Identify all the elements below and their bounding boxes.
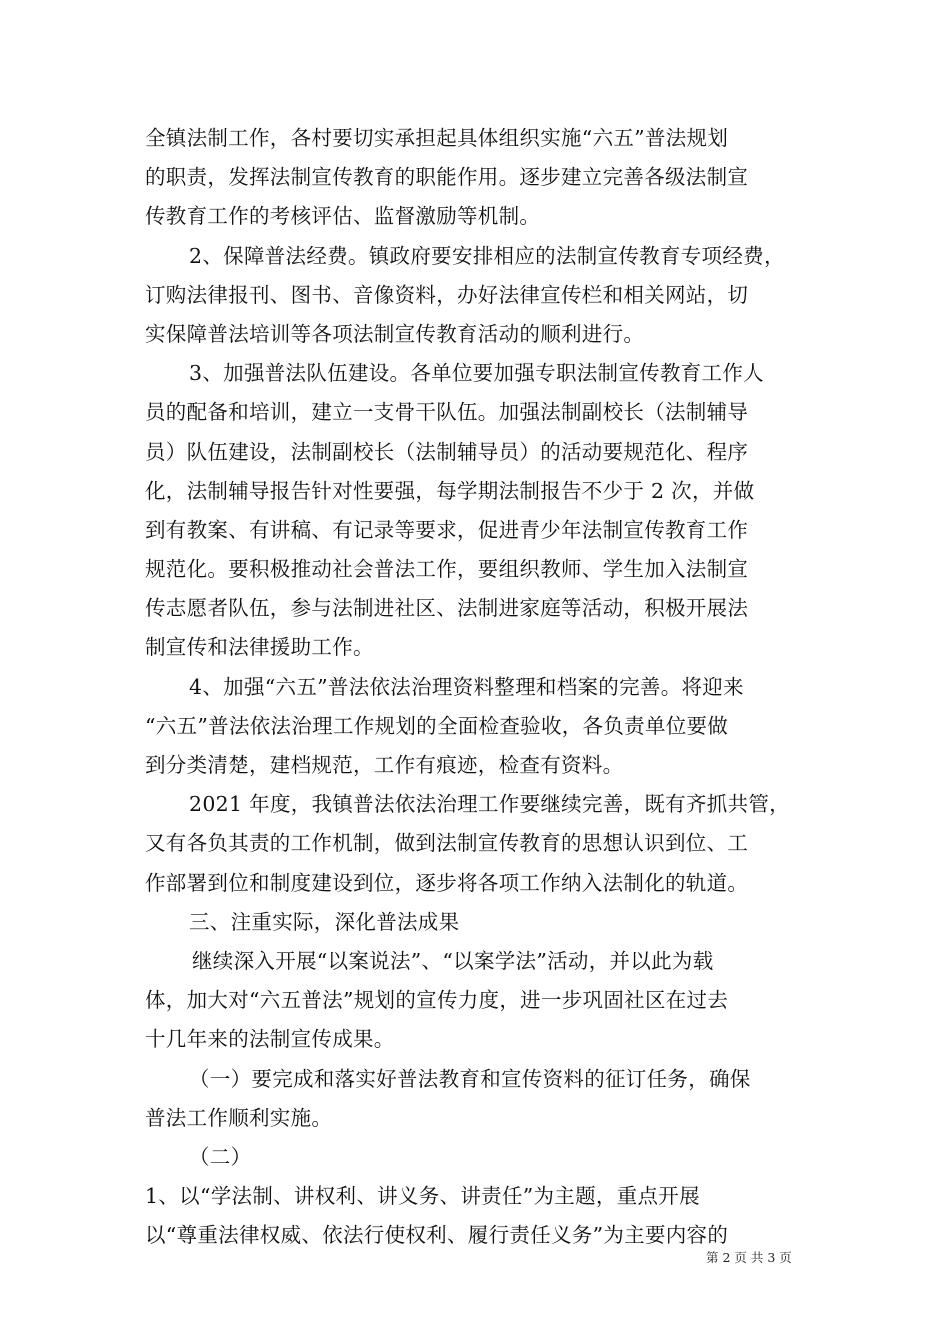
text-line: 员）队伍建设，法制副校长（法制辅导员）的活动要规范化、程序 (145, 439, 749, 464)
text-line: 1、以“学法制、讲权利、讲义务、讲责任”为主题，重点开展 (145, 1184, 700, 1209)
text-line: 制宣传和法律援助工作。 (145, 635, 374, 660)
text-line: 实保障普法培训等各项法制宣传教育活动的顺利进行。 (145, 321, 645, 346)
subsection-heading: （二） (189, 1144, 252, 1169)
text-line: 继续深入开展“以案说法”、“以案学法”活动，并以此为载 (192, 948, 714, 973)
text-line: 到分类清楚，建档规范，工作有痕迹，检查有资料。 (145, 753, 624, 777)
text-line: 以“尊重法律权威、依法行使权利、履行责任义务”为主要内容的 (145, 1223, 729, 1248)
document-body (145, 119, 820, 1255)
text-line: 普法工作顺利实施。 (145, 1105, 333, 1130)
text-line: 全镇法制工作，各村要切实承担起具体组织实施“六五”普法规划 (145, 126, 729, 150)
text-line: 4、加强“六五”普法依法治理资料整理和档案的完善。将迎来 (189, 674, 744, 699)
text-line: 传志愿者队伍，参与法制进社区、法制进家庭等活动，积极开展法 (145, 596, 749, 621)
text-line: 又有各负其责的工作机制，做到法制宣传教育的思想认识到位、工 (145, 831, 749, 856)
text-line: （一）要完成和落实好普法教育和宣传资料的征订任务，确保 (189, 1066, 751, 1091)
section-heading: 三、注重实际，深化普法成果 (189, 909, 460, 934)
text-line: 规范化。要积极推动社会普法工作，要组织教师、学生加入法制宣 (145, 557, 749, 582)
text-line: 十几年来的法制宣传成果。 (145, 1027, 395, 1052)
text-line: 的职责，发挥法制宣传教育的职能作用。逐步建立完善各级法制宣 (145, 165, 749, 190)
page-number: 第 2 页 共 3 页 (706, 1250, 792, 1265)
text-line: “六五”普法依法治理工作规划的全面检查验收，各负责单位要做 (145, 713, 729, 738)
text-line: 传教育工作的考核评估、监督激励等机制。 (145, 204, 541, 229)
text-line: 到有教案、有讲稿、有记录等要求，促进青少年法制宣传教育工作 (145, 517, 749, 542)
text-line: 员的配备和培训，建立一支骨干队伍。加强法制副校长（法制辅导 (145, 400, 749, 425)
text-line: 3、加强普法队伍建设。各单位要加强专职法制宣传教育工作人 (189, 361, 764, 386)
text-line: 2021 年度，我镇普法依法治理工作要继续完善，既有齐抓共管， (189, 792, 790, 817)
text-line: 化，法制辅导报告针对性要强，每学期法制报告不少于 2 次，并做 (145, 478, 755, 503)
text-line: 作部署到位和制度建设到位，逐步将各项工作纳入法制化的轨道。 (145, 870, 749, 895)
text-line: 2、保障普法经费。镇政府要安排相应的法制宣传教育专项经费， (189, 243, 785, 268)
text-line: 订购法律报刊、图书、音像资料，办好法律宣传栏和相关网站，切 (145, 282, 749, 307)
text-line: 体，加大对“六五普法”规划的宣传力度，进一步巩固社区在过去 (145, 988, 729, 1013)
